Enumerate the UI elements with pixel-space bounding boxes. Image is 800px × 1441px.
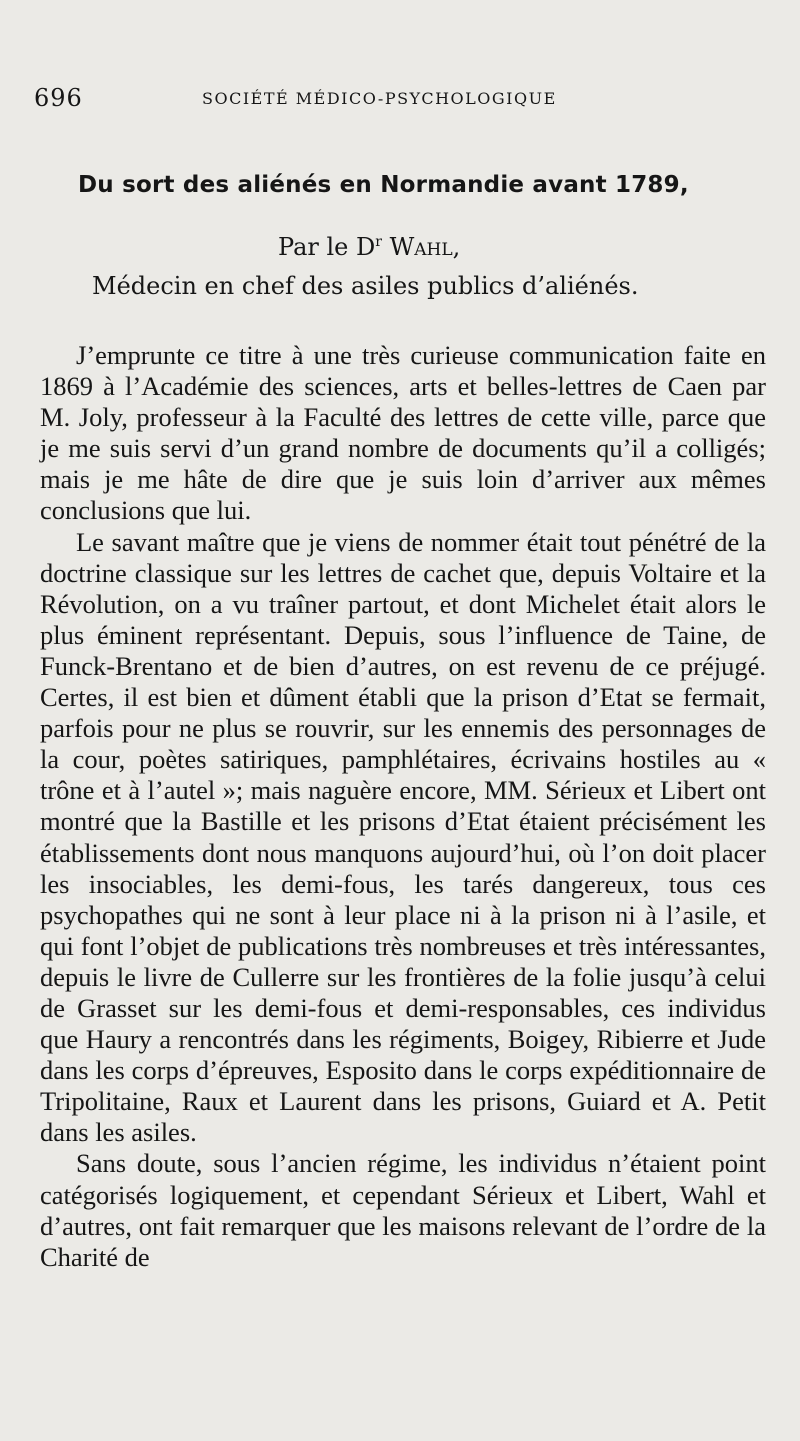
running-head: SOCIÉTÉ MÉDICO-PSYCHOLOGIQUE	[202, 89, 557, 108]
paragraph-2: Le savant maître que je viens de nommer était tout pénétré de la doctrine classique sur les lettres de cachet que, depuis Voltaire et la Révolution, on a vu traîner partout, et dont Michelet était alors le plus éminent représentant. Depuis, sous l’influence de Taine, de Funck-Brentano et de bien d’autres, on est revenu de ce préjugé. Certes, il est bien et dûment établi que la prison d’Etat se fermait, parfois pour ne plus se rouvrir, sur les ennemis des personnages de la cour, poètes satiriques, pamphlétaires, écrivains hostiles au « trône et à l’autel »; mais naguère encore, MM. Sérieux et Libert ont montré que la Bastille et les prisons d’Etat étaient précisément les établissements dont nous manquons aujourd’hui, où l’on doit placer les insociables, les demi-fous, les tarés dangereux, tous ces psychopathes qui ne sont à leur place ni à la prison ni à l’asile, et qui font l’objet de publications très nombreuses et très intéressantes, depuis le livre de Cullerre sur les frontières de la folie jusqu’à celui de Grasset sur les demi-fous et demi-responsables, ces individus que Haury a rencontrés dans les régiments, Boigey, Ribierre et Jude dans les corps d’épreuves, Esposito dans le corps expéditionnaire de Tripolitaine, Raux et Laurent dans les prisons, Guiard et A. Petit dans les asiles.	[40, 526, 766, 1148]
paragraph-1: J’emprunte ce titre à une très curieuse communication faite en 1869 à l’Académie des sciences, arts et belles-lettres de Caen par M. Joly, professeur à la Faculté des lettres de cette ville, parce que je me suis servi d’un grand nombre de documents qu’il a colligés; mais je me hâte de dire que je suis loin d’arriver aux mêmes conclusions que lui.	[40, 340, 766, 526]
article-body	[40, 340, 766, 1273]
page-number: 696	[34, 84, 83, 112]
author-affiliation: Médecin en chef des asiles publics d’aliénés.	[92, 272, 639, 300]
byline-prefix: Par le D	[278, 233, 376, 261]
author-name: Wahl,	[389, 233, 461, 261]
article-title: Du sort des aliénés en Normandie avant 1789,	[78, 172, 689, 198]
page-header	[34, 84, 764, 114]
paragraph-3: Sans doute, sous l’ancien régime, les individus n’étaient point catégorisés logiquement, et cependant Sérieux et Libert, Wahl et d’autres, ont fait remarquer que les maisons relevant de l’ordre de la Charité de	[40, 1148, 766, 1272]
article-byline	[278, 233, 460, 261]
byline-superscript: r	[375, 234, 382, 250]
